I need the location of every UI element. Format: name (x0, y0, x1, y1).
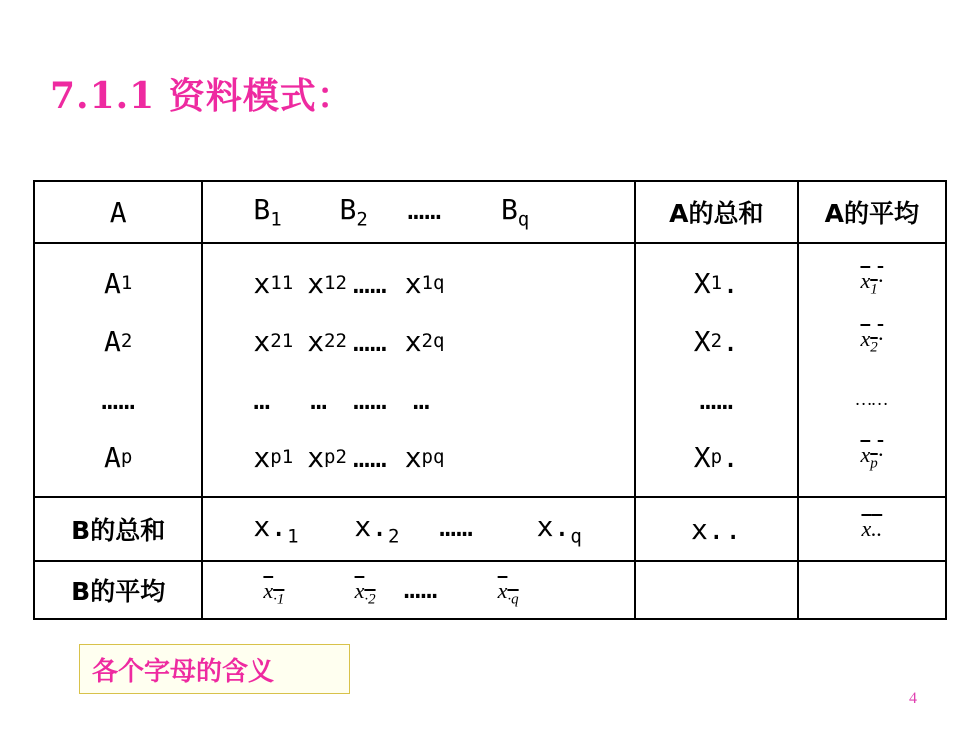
b-sum-row (34, 497, 946, 561)
b-mean-values: $x_{\cdot 1}$ $x_{\cdot 2}$ …… $x_{\cdot q}$ (202, 561, 635, 619)
a-mean-cell (798, 243, 946, 497)
b-mean-row (34, 561, 946, 619)
header-a (34, 181, 202, 243)
a-level: A 1 (104, 266, 133, 300)
b-mean-q: x (497, 577, 508, 603)
b-mean-2: x (354, 577, 365, 603)
b-sum-dots: …… (439, 510, 473, 544)
a-sum-cell (635, 243, 798, 497)
a-mean-value: …… (855, 388, 888, 409)
a-mean-value: $x_p\cdot$ (860, 441, 884, 472)
header-bq: B (500, 193, 518, 227)
header-row (34, 181, 946, 243)
b-sum-label: B的总和 (34, 497, 202, 561)
header-b2: B (339, 193, 357, 227)
observation-row: x 11 x 12 …… x 1q (253, 266, 445, 300)
a-sum-value: X p . (693, 440, 739, 474)
empty-cell (798, 561, 946, 619)
a-level: A p (104, 440, 133, 474)
grand-mean: x.. (798, 497, 946, 561)
a-sum-value: …… (699, 382, 734, 416)
b-sum-q: x. (536, 510, 571, 544)
header-a-mean: A的平均 (798, 181, 946, 243)
a-mean-value: $x_2\cdot$ (860, 325, 884, 356)
body-row (34, 243, 946, 497)
b-mean-dots: …… (403, 571, 438, 605)
header-b2-sub: 2 (356, 208, 368, 231)
grand-total: x.. (635, 497, 798, 561)
page-number: 4 (909, 690, 917, 707)
header-a-label: A (109, 195, 127, 229)
a-level: …… (101, 382, 136, 416)
b-sum-1: x. (253, 510, 288, 544)
a-sum-value: X 2 . (693, 324, 739, 358)
observations-cell (202, 243, 635, 497)
a-mean-value: $x_1\cdot$ (860, 267, 884, 298)
header-b1: B (253, 193, 271, 227)
observation-row: x p1 x p2 …… x pq (253, 440, 445, 474)
header-a-sum: A的总和 (635, 181, 798, 243)
slide-title: 7.1.1 资料模式： (50, 75, 354, 117)
empty-cell (635, 561, 798, 619)
a-levels-cell (34, 243, 202, 497)
a-level: A 2 (104, 324, 133, 358)
a-sum-value: X 1 . (693, 266, 739, 300)
header-bq-sub: q (517, 208, 530, 231)
observation-row: … … …… … (253, 382, 430, 416)
b-sum-values: $x._1$ $x._2$ …… $x._q$ (202, 497, 635, 561)
b-mean-1: x (263, 577, 274, 603)
data-layout-table (33, 180, 947, 620)
header-b-dots: …… (407, 193, 442, 227)
b-mean-label: B的平均 (34, 561, 202, 619)
b-sum-2: x. (354, 510, 389, 544)
header-b (202, 181, 635, 243)
header-b1-sub: 1 (270, 208, 282, 231)
observation-row: x 21 x 22 …… x 2q (253, 324, 445, 358)
letters-meaning-link[interactable]: 各个字母的含义 (79, 644, 350, 694)
